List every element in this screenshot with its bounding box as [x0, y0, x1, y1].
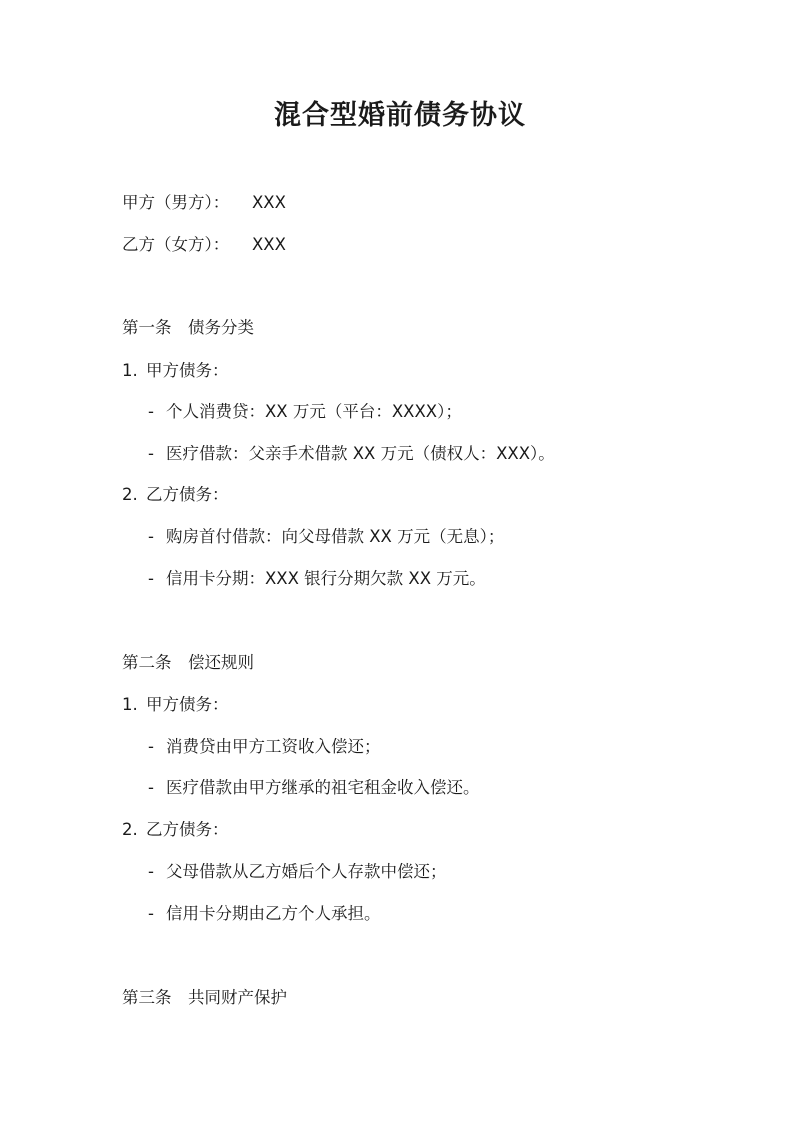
- sub-list-item: [148, 777, 480, 799]
- item-text: 乙方债务：: [146, 485, 229, 504]
- item-text: 甲方债务：: [146, 361, 229, 380]
- section-number: 第三条: [122, 988, 172, 1007]
- list-item: [122, 694, 229, 716]
- sub-list-item: [148, 903, 381, 925]
- bullet-dash: -: [148, 402, 154, 421]
- bullet-dash: -: [148, 904, 154, 923]
- item-number: 2.: [122, 820, 138, 839]
- sub-item-text: 父母借款从乙方婚后个人存款中偿还；: [166, 862, 447, 881]
- item-number: 1.: [122, 695, 138, 714]
- sub-item-text: 医疗借款：父亲手术借款 XX 万元（债权人：XXX）。: [166, 444, 555, 463]
- section-number: 第一条: [122, 318, 172, 337]
- party-a-line: [122, 192, 286, 214]
- sub-list-item: [148, 736, 381, 758]
- bullet-dash: -: [148, 862, 154, 881]
- party-b-value: XXX: [252, 235, 286, 254]
- item-number: 1.: [122, 361, 138, 380]
- party-a-label: 甲方（男方）：: [122, 193, 230, 212]
- section-title: 偿还规则: [188, 653, 254, 672]
- sub-list-item: [148, 568, 486, 590]
- section-heading: [122, 987, 287, 1009]
- sub-item-text: 信用卡分期由乙方个人承担。: [166, 904, 381, 923]
- bullet-dash: -: [148, 527, 154, 546]
- party-a-value: XXX: [252, 193, 286, 212]
- item-number: 2.: [122, 485, 138, 504]
- section-heading: [122, 317, 254, 339]
- section-heading: [122, 652, 254, 674]
- item-text: 乙方债务：: [146, 820, 229, 839]
- section-title: 共同财产保护: [188, 988, 287, 1007]
- sub-item-text: 个人消费贷：XX 万元（平台：XXXX）；: [166, 402, 462, 421]
- section-title: 债务分类: [188, 318, 254, 337]
- sub-list-item: [148, 443, 555, 465]
- bullet-dash: -: [148, 444, 154, 463]
- party-b-line: [122, 234, 286, 256]
- bullet-dash: -: [148, 737, 154, 756]
- sub-list-item: [148, 861, 447, 883]
- list-item: [122, 484, 229, 506]
- section-number: 第二条: [122, 653, 172, 672]
- bullet-dash: -: [148, 778, 154, 797]
- list-item: [122, 360, 229, 382]
- sub-list-item: [148, 526, 504, 548]
- sub-item-text: 信用卡分期：XXX 银行分期欠款 XX 万元。: [166, 569, 486, 588]
- document-title: 混合型婚前债务协议: [274, 100, 526, 131]
- item-text: 甲方债务：: [146, 695, 229, 714]
- sub-item-text: 医疗借款由甲方继承的祖宅租金收入偿还。: [166, 778, 480, 797]
- party-b-label: 乙方（女方）：: [122, 235, 230, 254]
- list-item: [122, 819, 229, 841]
- sub-item-text: 购房首付借款：向父母借款 XX 万元（无息）；: [166, 527, 505, 546]
- sub-item-text: 消费贷由甲方工资收入偿还；: [166, 737, 381, 756]
- bullet-dash: -: [148, 569, 154, 588]
- sub-list-item: [148, 401, 462, 423]
